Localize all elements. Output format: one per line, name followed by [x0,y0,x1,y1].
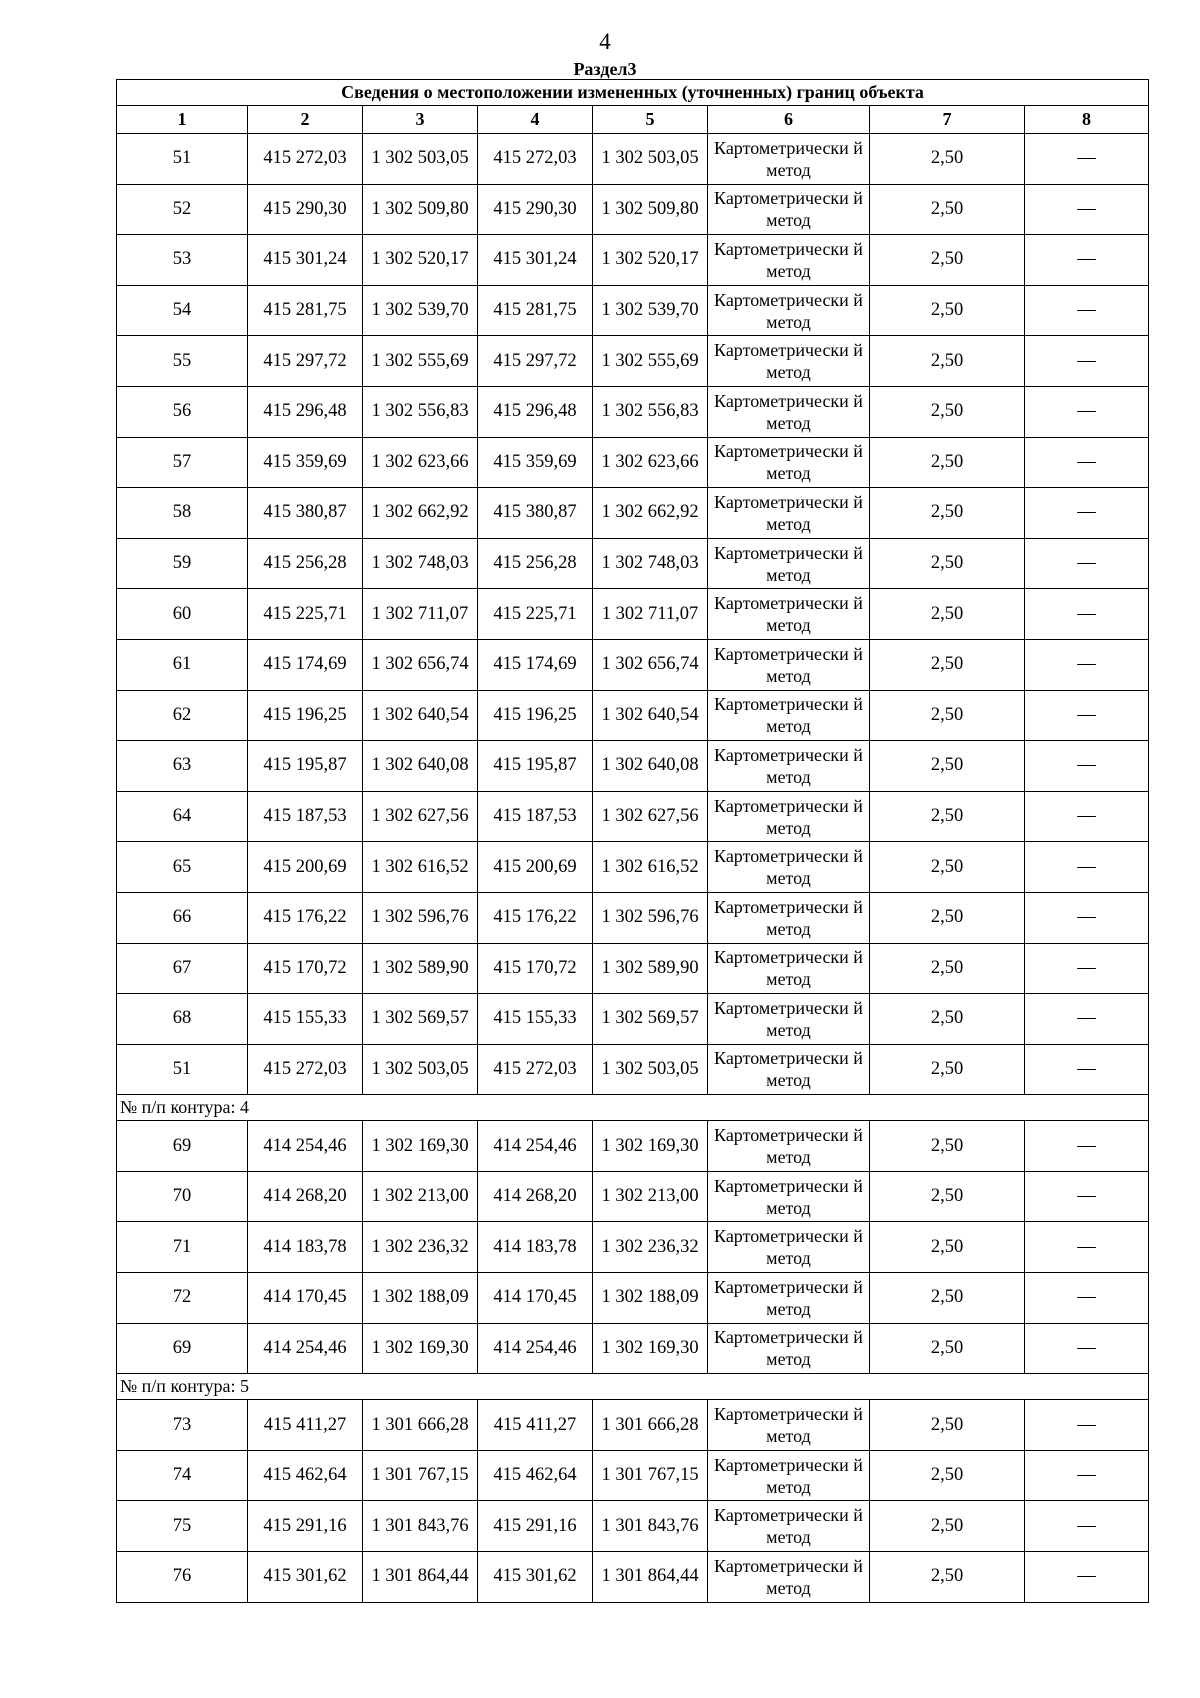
refined-y-cell: 1 301 666,28 [593,1400,708,1451]
refined-y-cell: 1 302 503,05 [593,1044,708,1095]
existing-x-cell: 415 174,69 [248,639,363,690]
contour-label: № п/п контура: 5 [117,1374,1149,1400]
existing-y-cell: 1 302 555,69 [363,336,478,387]
boundary-coordinates-table [116,79,1149,1603]
existing-x-cell: 414 254,46 [248,1323,363,1374]
existing-y-cell: 1 302 569,57 [363,994,478,1045]
table-row [117,134,1149,185]
refined-x-cell: 415 296,48 [478,386,593,437]
accuracy-cell: 2,50 [870,994,1025,1045]
point-number-cell: 73 [117,1400,248,1451]
table-row [117,1044,1149,1095]
description-cell: — [1025,1323,1149,1374]
refined-x-cell: 415 272,03 [478,134,593,185]
method-cell: Картометрически й метод [708,235,870,286]
method-cell: Картометрически й метод [708,488,870,539]
table-row [117,437,1149,488]
refined-y-cell: 1 301 843,76 [593,1501,708,1552]
point-number-cell: 70 [117,1171,248,1222]
existing-y-cell: 1 302 539,70 [363,285,478,336]
accuracy-cell: 2,50 [870,943,1025,994]
point-number-cell: 53 [117,235,248,286]
existing-x-cell: 415 290,30 [248,184,363,235]
description-cell: — [1025,1044,1149,1095]
table-row [117,1501,1149,1552]
column-number: 5 [593,106,708,134]
existing-x-cell: 415 195,87 [248,741,363,792]
existing-y-cell: 1 302 748,03 [363,538,478,589]
accuracy-cell: 2,50 [870,791,1025,842]
section-title: Раздел3 [573,59,637,79]
table-row [117,285,1149,336]
accuracy-cell: 2,50 [870,1121,1025,1172]
point-number-cell: 60 [117,589,248,640]
description-cell: — [1025,690,1149,741]
refined-x-cell: 415 462,64 [478,1450,593,1501]
existing-y-cell: 1 301 666,28 [363,1400,478,1451]
existing-y-cell: 1 302 589,90 [363,943,478,994]
description-cell: — [1025,184,1149,235]
description-cell: — [1025,1450,1149,1501]
method-cell: Картометрически й метод [708,386,870,437]
existing-y-cell: 1 302 236,32 [363,1222,478,1273]
contour-label-row [117,1374,1149,1400]
existing-x-cell: 415 380,87 [248,488,363,539]
description-cell: — [1025,741,1149,792]
accuracy-cell: 2,50 [870,842,1025,893]
column-number: 7 [870,106,1025,134]
point-number-cell: 64 [117,791,248,842]
description-cell: — [1025,1273,1149,1324]
method-cell: Картометрически й метод [708,1171,870,1222]
existing-y-cell: 1 302 623,66 [363,437,478,488]
refined-y-cell: 1 302 748,03 [593,538,708,589]
description-cell: — [1025,1552,1149,1603]
existing-x-cell: 415 296,48 [248,386,363,437]
point-number-cell: 75 [117,1501,248,1552]
method-cell: Картометрически й метод [708,538,870,589]
table-row [117,184,1149,235]
existing-y-cell: 1 302 627,56 [363,791,478,842]
point-number-cell: 69 [117,1121,248,1172]
contour-label: № п/п контура: 4 [117,1095,1149,1121]
existing-x-cell: 415 170,72 [248,943,363,994]
existing-y-cell: 1 302 556,83 [363,386,478,437]
description-cell: — [1025,1121,1149,1172]
table-row [117,1171,1149,1222]
method-cell: Картометрически й метод [708,1273,870,1324]
refined-y-cell: 1 302 509,80 [593,184,708,235]
refined-y-cell: 1 302 169,30 [593,1121,708,1172]
refined-x-cell: 415 301,24 [478,235,593,286]
existing-y-cell: 1 301 864,44 [363,1552,478,1603]
refined-y-cell: 1 302 569,57 [593,994,708,1045]
method-cell: Картометрически й метод [708,1044,870,1095]
description-cell: — [1025,488,1149,539]
refined-x-cell: 415 200,69 [478,842,593,893]
method-cell: Картометрически й метод [708,1400,870,1451]
description-cell: — [1025,639,1149,690]
method-cell: Картометрически й метод [708,134,870,185]
existing-x-cell: 414 183,78 [248,1222,363,1273]
existing-x-cell: 415 297,72 [248,336,363,387]
refined-x-cell: 415 380,87 [478,488,593,539]
method-cell: Картометрически й метод [708,589,870,640]
existing-x-cell: 415 200,69 [248,842,363,893]
accuracy-cell: 2,50 [870,690,1025,741]
description-cell: — [1025,1501,1149,1552]
refined-x-cell: 415 297,72 [478,336,593,387]
existing-y-cell: 1 302 596,76 [363,892,478,943]
existing-x-cell: 415 225,71 [248,589,363,640]
existing-y-cell: 1 302 520,17 [363,235,478,286]
table-row [117,1121,1149,1172]
existing-x-cell: 415 176,22 [248,892,363,943]
point-number-cell: 58 [117,488,248,539]
existing-x-cell: 415 359,69 [248,437,363,488]
accuracy-cell: 2,50 [870,1552,1025,1603]
description-cell: — [1025,235,1149,286]
accuracy-cell: 2,50 [870,1171,1025,1222]
refined-y-cell: 1 302 656,74 [593,639,708,690]
existing-y-cell: 1 302 169,30 [363,1323,478,1374]
refined-y-cell: 1 302 236,32 [593,1222,708,1273]
refined-y-cell: 1 302 555,69 [593,336,708,387]
refined-y-cell: 1 302 623,66 [593,437,708,488]
existing-x-cell: 415 301,24 [248,235,363,286]
accuracy-cell: 2,50 [870,336,1025,387]
accuracy-cell: 2,50 [870,1400,1025,1451]
refined-y-cell: 1 302 711,07 [593,589,708,640]
table-row [117,842,1149,893]
point-number-cell: 51 [117,134,248,185]
refined-x-cell: 415 291,16 [478,1501,593,1552]
refined-x-cell: 415 290,30 [478,184,593,235]
method-cell: Картометрически й метод [708,892,870,943]
refined-x-cell: 414 170,45 [478,1273,593,1324]
method-cell: Картометрически й метод [708,994,870,1045]
point-number-cell: 66 [117,892,248,943]
method-cell: Картометрически й метод [708,1450,870,1501]
table-caption-row [117,80,1149,106]
point-number-cell: 57 [117,437,248,488]
method-cell: Картометрически й метод [708,184,870,235]
existing-x-cell: 414 254,46 [248,1121,363,1172]
refined-y-cell: 1 302 188,09 [593,1273,708,1324]
point-number-cell: 54 [117,285,248,336]
refined-x-cell: 415 359,69 [478,437,593,488]
method-cell: Картометрически й метод [708,842,870,893]
existing-y-cell: 1 302 640,08 [363,741,478,792]
existing-x-cell: 414 170,45 [248,1273,363,1324]
point-number-cell: 67 [117,943,248,994]
refined-x-cell: 415 281,75 [478,285,593,336]
table-row [117,589,1149,640]
column-number-row [117,106,1149,134]
point-number-cell: 52 [117,184,248,235]
accuracy-cell: 2,50 [870,134,1025,185]
existing-y-cell: 1 301 767,15 [363,1450,478,1501]
refined-y-cell: 1 302 169,30 [593,1323,708,1374]
description-cell: — [1025,892,1149,943]
description-cell: — [1025,386,1149,437]
refined-x-cell: 414 268,20 [478,1171,593,1222]
existing-x-cell: 415 272,03 [248,1044,363,1095]
refined-y-cell: 1 302 640,08 [593,741,708,792]
description-cell: — [1025,134,1149,185]
column-number: 1 [117,106,248,134]
refined-y-cell: 1 302 213,00 [593,1171,708,1222]
point-number-cell: 61 [117,639,248,690]
existing-y-cell: 1 302 662,92 [363,488,478,539]
refined-y-cell: 1 302 520,17 [593,235,708,286]
point-number-cell: 59 [117,538,248,589]
description-cell: — [1025,994,1149,1045]
refined-x-cell: 415 256,28 [478,538,593,589]
method-cell: Картометрически й метод [708,1121,870,1172]
page-number: 4 [599,29,611,54]
existing-x-cell: 415 256,28 [248,538,363,589]
accuracy-cell: 2,50 [870,1222,1025,1273]
point-number-cell: 71 [117,1222,248,1273]
refined-x-cell: 414 183,78 [478,1222,593,1273]
existing-y-cell: 1 301 843,76 [363,1501,478,1552]
existing-y-cell: 1 302 503,05 [363,134,478,185]
refined-y-cell: 1 302 616,52 [593,842,708,893]
table-row [117,1400,1149,1451]
description-cell: — [1025,285,1149,336]
accuracy-cell: 2,50 [870,1501,1025,1552]
table-row [117,538,1149,589]
method-cell: Картометрически й метод [708,943,870,994]
column-number: 8 [1025,106,1149,134]
method-cell: Картометрически й метод [708,791,870,842]
table-row [117,943,1149,994]
table-row [117,1323,1149,1374]
existing-x-cell: 415 155,33 [248,994,363,1045]
accuracy-cell: 2,50 [870,538,1025,589]
point-number-cell: 51 [117,1044,248,1095]
existing-x-cell: 415 187,53 [248,791,363,842]
existing-x-cell: 415 411,27 [248,1400,363,1451]
accuracy-cell: 2,50 [870,437,1025,488]
point-number-cell: 69 [117,1323,248,1374]
refined-x-cell: 415 272,03 [478,1044,593,1095]
existing-y-cell: 1 302 640,54 [363,690,478,741]
description-cell: — [1025,842,1149,893]
method-cell: Картометрически й метод [708,1501,870,1552]
refined-y-cell: 1 301 864,44 [593,1552,708,1603]
table-row [117,1552,1149,1603]
description-cell: — [1025,1400,1149,1451]
point-number-cell: 56 [117,386,248,437]
table-row [117,235,1149,286]
refined-y-cell: 1 302 627,56 [593,791,708,842]
existing-x-cell: 415 291,16 [248,1501,363,1552]
refined-y-cell: 1 302 503,05 [593,134,708,185]
description-cell: — [1025,538,1149,589]
existing-x-cell: 415 301,62 [248,1552,363,1603]
refined-y-cell: 1 302 539,70 [593,285,708,336]
method-cell: Картометрически й метод [708,1222,870,1273]
description-cell: — [1025,437,1149,488]
refined-x-cell: 414 254,46 [478,1323,593,1374]
accuracy-cell: 2,50 [870,1450,1025,1501]
table-row [117,639,1149,690]
table-row [117,791,1149,842]
refined-x-cell: 415 301,62 [478,1552,593,1603]
accuracy-cell: 2,50 [870,589,1025,640]
refined-x-cell: 415 176,22 [478,892,593,943]
method-cell: Картометрически й метод [708,741,870,792]
refined-y-cell: 1 302 556,83 [593,386,708,437]
table-row [117,336,1149,387]
table-row [117,1450,1149,1501]
table-row [117,1222,1149,1273]
accuracy-cell: 2,50 [870,1044,1025,1095]
table-row [117,690,1149,741]
description-cell: — [1025,791,1149,842]
existing-y-cell: 1 302 503,05 [363,1044,478,1095]
description-cell: — [1025,589,1149,640]
existing-x-cell: 414 268,20 [248,1171,363,1222]
contour-label-row [117,1095,1149,1121]
refined-x-cell: 415 155,33 [478,994,593,1045]
point-number-cell: 74 [117,1450,248,1501]
refined-x-cell: 415 187,53 [478,791,593,842]
description-cell: — [1025,1171,1149,1222]
table-row [117,1273,1149,1324]
table-row [117,386,1149,437]
description-cell: — [1025,336,1149,387]
existing-y-cell: 1 302 169,30 [363,1121,478,1172]
existing-y-cell: 1 302 509,80 [363,184,478,235]
point-number-cell: 62 [117,690,248,741]
method-cell: Картометрически й метод [708,1552,870,1603]
existing-y-cell: 1 302 188,09 [363,1273,478,1324]
table-row [117,488,1149,539]
accuracy-cell: 2,50 [870,1273,1025,1324]
refined-x-cell: 415 411,27 [478,1400,593,1451]
method-cell: Картометрически й метод [708,690,870,741]
refined-x-cell: 415 225,71 [478,589,593,640]
existing-x-cell: 415 272,03 [248,134,363,185]
accuracy-cell: 2,50 [870,1323,1025,1374]
refined-x-cell: 415 174,69 [478,639,593,690]
refined-x-cell: 414 254,46 [478,1121,593,1172]
accuracy-cell: 2,50 [870,386,1025,437]
existing-x-cell: 415 196,25 [248,690,363,741]
column-number: 2 [248,106,363,134]
point-number-cell: 72 [117,1273,248,1324]
description-cell: — [1025,943,1149,994]
table-row [117,892,1149,943]
table-row [117,994,1149,1045]
accuracy-cell: 2,50 [870,285,1025,336]
accuracy-cell: 2,50 [870,741,1025,792]
table-caption: Сведения о местоположении измененных (уточненных) границ объекта [117,80,1149,106]
column-number: 3 [363,106,478,134]
existing-x-cell: 415 281,75 [248,285,363,336]
method-cell: Картометрически й метод [708,336,870,387]
existing-y-cell: 1 302 656,74 [363,639,478,690]
existing-y-cell: 1 302 616,52 [363,842,478,893]
method-cell: Картометрически й метод [708,285,870,336]
point-number-cell: 68 [117,994,248,1045]
point-number-cell: 76 [117,1552,248,1603]
refined-x-cell: 415 196,25 [478,690,593,741]
method-cell: Картометрически й метод [708,437,870,488]
refined-x-cell: 415 195,87 [478,741,593,792]
table-row [117,741,1149,792]
point-number-cell: 63 [117,741,248,792]
accuracy-cell: 2,50 [870,639,1025,690]
existing-y-cell: 1 302 711,07 [363,589,478,640]
column-number: 4 [478,106,593,134]
existing-y-cell: 1 302 213,00 [363,1171,478,1222]
description-cell: — [1025,1222,1149,1273]
accuracy-cell: 2,50 [870,184,1025,235]
refined-y-cell: 1 302 640,54 [593,690,708,741]
existing-x-cell: 415 462,64 [248,1450,363,1501]
accuracy-cell: 2,50 [870,488,1025,539]
accuracy-cell: 2,50 [870,235,1025,286]
refined-y-cell: 1 302 662,92 [593,488,708,539]
method-cell: Картометрически й метод [708,639,870,690]
refined-y-cell: 1 302 589,90 [593,943,708,994]
table-body [117,80,1149,1603]
refined-y-cell: 1 302 596,76 [593,892,708,943]
point-number-cell: 55 [117,336,248,387]
refined-y-cell: 1 301 767,15 [593,1450,708,1501]
refined-x-cell: 415 170,72 [478,943,593,994]
point-number-cell: 65 [117,842,248,893]
method-cell: Картометрически й метод [708,1323,870,1374]
accuracy-cell: 2,50 [870,892,1025,943]
column-number: 6 [708,106,870,134]
